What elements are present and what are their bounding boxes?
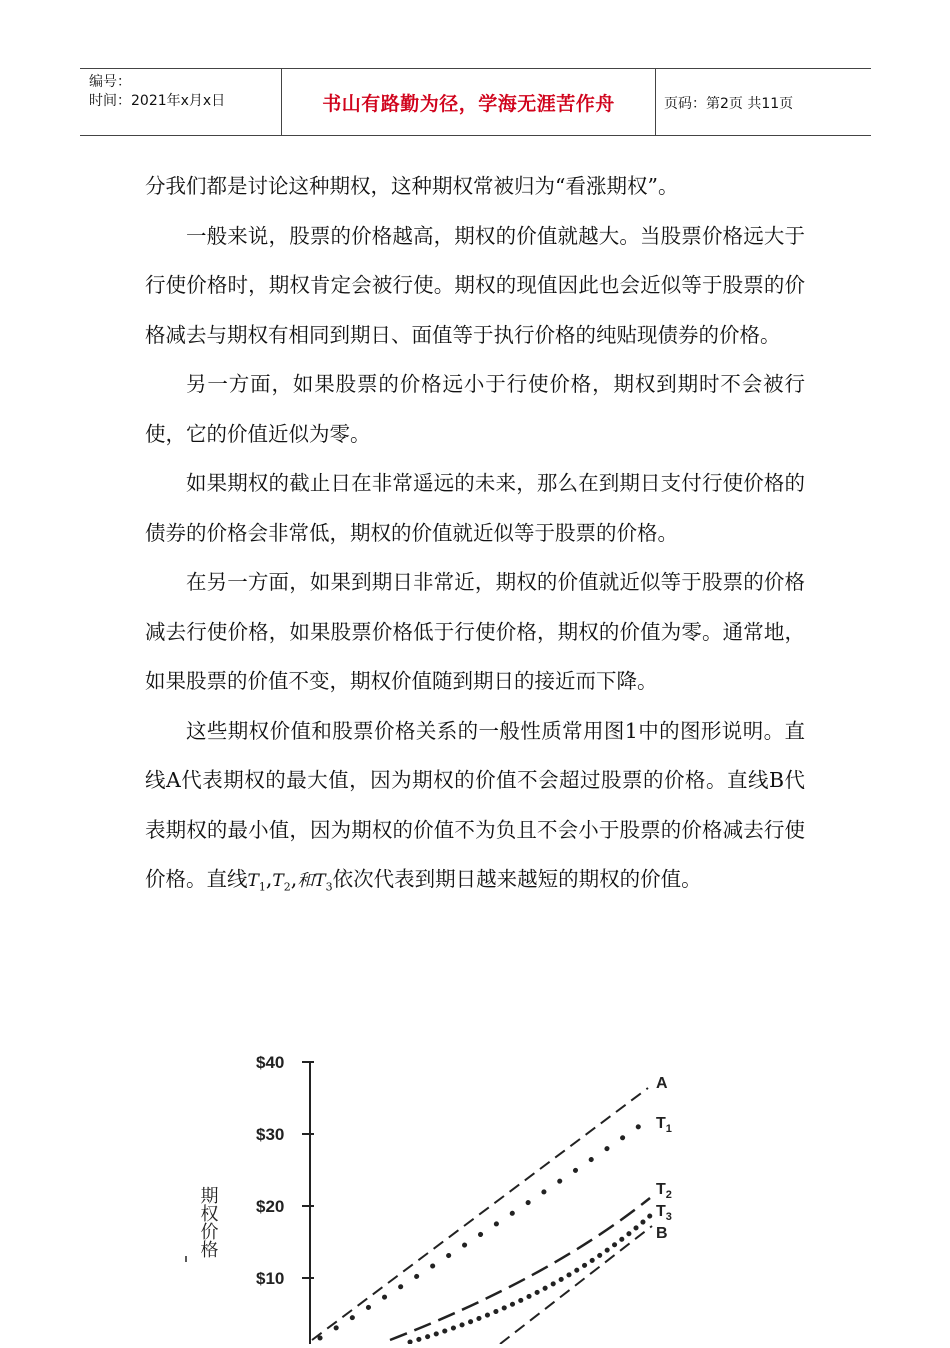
line-t1 bbox=[320, 1120, 648, 1338]
label-t3: $T_3$ bbox=[656, 1203, 672, 1223]
y-tick-label-10: $10 bbox=[256, 1269, 285, 1288]
label-t1: $T_1$ bbox=[656, 1115, 672, 1135]
header-page-cell bbox=[656, 69, 871, 135]
document-number-label: 编号： bbox=[89, 74, 131, 90]
option-price-figure bbox=[180, 1048, 700, 1344]
header-motto-cell bbox=[282, 69, 656, 135]
line-t2 bbox=[390, 1198, 650, 1340]
body-text bbox=[145, 162, 805, 912]
header-motto: 书山有路勤为径，学海无涯苦作舟 bbox=[322, 93, 615, 115]
label-t2: $T_2$ bbox=[656, 1181, 672, 1201]
math-t1: $T_1$ bbox=[247, 871, 266, 894]
page-header bbox=[80, 68, 871, 136]
y-tick-label-30: $30 bbox=[256, 1125, 285, 1144]
label-b: B bbox=[656, 1225, 668, 1242]
y-tick-label-40: $40 bbox=[256, 1053, 285, 1072]
page-number-info: 页码：第2页 共11页 bbox=[664, 96, 794, 112]
paragraph-6-text: 这些期权价值和股票价格关系的一般性质常用图1中的图形说明。直线A代表期权的最大值，因为期权的价值不会超过股票的价格。直线B代表期权的最小值，因为期权的价值不为负且不会小于股票的价格减去行使价格。直线 bbox=[145, 718, 805, 891]
paragraph-1: 分我们都是讨论这种期权，这种期权常被归为“看涨期权”。 bbox=[145, 174, 679, 198]
math-t2: $T_2$ bbox=[272, 871, 291, 894]
paragraph-4: 如果期权的截止日在非常遥远的未来，那么在到期日支付行使价格的债券的价格会非常低，期权的价值就近似等于股票的价格。 bbox=[145, 471, 805, 545]
line-a bbox=[312, 1088, 648, 1340]
document-date-label: 时间：2021年x月x日 bbox=[89, 93, 226, 109]
paragraph-6-end: 依次代表到期日越来越短的期权的价值。 bbox=[332, 867, 702, 891]
y-axis-label: 期权价格 bbox=[197, 1186, 219, 1258]
line-t3 bbox=[410, 1214, 652, 1342]
paragraph-3: 另一方面，如果股票的价格远小于行使价格，期权到期时不会被行使，它的价值近似为零。 bbox=[145, 372, 805, 446]
y-tick-label-20: $20 bbox=[256, 1197, 285, 1216]
header-meta-cell bbox=[80, 69, 282, 135]
math-t3: $T_3$ bbox=[314, 871, 333, 894]
line-b bbox=[500, 1226, 652, 1344]
paragraph-5: 在另一方面，如果到期日非常近，期权的价值就近似等于股票的价格减去行使价格，如果股票价格低于行使价格，期权的价值为零。通常地，如果股票的价值不变，期权价值随到期日的接近而下降。 bbox=[145, 570, 805, 693]
label-a: A bbox=[656, 1075, 668, 1092]
option-price-chart bbox=[180, 1048, 700, 1344]
math-and: 和 bbox=[297, 871, 315, 891]
paragraph-6: 这些期权价值和股票价格关系的一般性质常用图1中的图形说明。直线A代表期权的最大值，因为期权的价值不会超过股票的价格。直线B代表期权的最小值，因为期权的价值不为负且不会小于股票的价格减去行使价格。直线$T_1,T_2$,和$T_3$依次代表到期日越来越短的期权的价值。 bbox=[145, 718, 805, 894]
paragraph-2: 一般来说，股票的价格越高，期权的价值就越大。当股票价格远大于行使价格时，期权肯定会被行使。期权的现值因此也会近似等于股票的价格减去与期权有相同到期日、面值等于执行价格的纯贴现债券的价格。 bbox=[145, 223, 805, 347]
